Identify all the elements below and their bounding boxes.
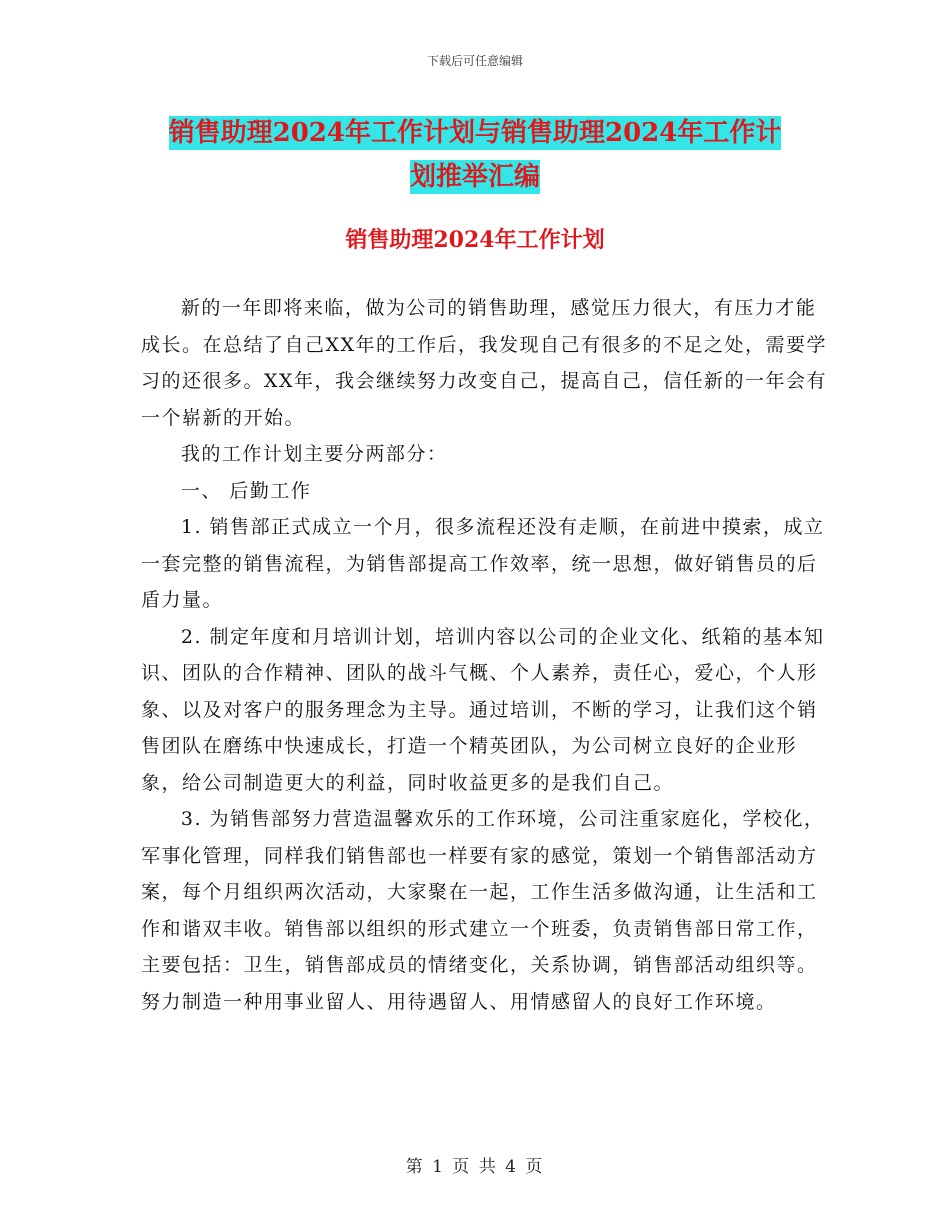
document-title-text-1: 销售助理2024年工作计划与销售助理2024年工作计 — [168, 118, 782, 148]
document-body — [141, 290, 831, 1020]
paragraph-item-2: 2. 制定年度和月培训计划，培训内容以公司的企业文化、纸箱的基本知识、团队的合作精神、团队的战斗气概、个人素养，责任心，爱心，个人形象、以及对客户的服务理念为主导。通过培训，不断的学习，让我们这个销售团队在磨练中快速成长，打造一个精英团队，为公司树立良好的企业形象，给公司制造更大的利益，同时收益更多的是我们自己。 — [141, 625, 825, 794]
document-title-line-1 — [0, 112, 950, 149]
section-title: 销售助理2024年工作计划 — [345, 227, 605, 253]
paragraph-item-3: 3. 为销售部努力营造温馨欢乐的工作环境，公司注重家庭化，学校化，军事化管理，同样我们销售部也一样要有家的感觉，策划一个销售部活动方案，每个月组织两次活动，大家聚在一起，工作生活多做沟通，让生活和工作和谐双丰收。销售部以组织的形式建立一个班委，负责销售部日常工作，主要包括：卫生，销售部成员的情绪变化，关系协调，销售部活动组织等。努力制造一种用事业留人、用待遇留人、用情感留人的良好工作环境。 — [141, 808, 825, 1013]
paragraph-plan-summary: 我的工作计划主要分两部分： — [180, 443, 448, 465]
paragraph-item-1: 1. 销售部正式成立一个月，很多流程还没有走顺，在前进中摸索，成立一套完整的销售流程，为销售部提高工作效率，统一思想，做好销售员的后盾力量。 — [141, 516, 825, 611]
page-footer: 第 1 页 共 4 页 — [405, 1157, 545, 1177]
document-title-text-2: 划推举汇编 — [409, 162, 540, 192]
paragraph-intro: 新的一年即将来临，做为公司的销售助理，感觉压力很大，有压力才能成长。在总结了自己XX年的工作后，我发现自己有很多的不足之处，需要学习的还很多。XX年，我会继续努力改变自己，提高自己，信任新的一年会有一个崭新的开始。 — [141, 297, 828, 429]
document-title-line-2 — [0, 156, 950, 193]
paragraph-section-heading: 一、 后勤工作 — [180, 479, 312, 502]
header-note: 下载后可任意编辑 — [426, 54, 523, 68]
